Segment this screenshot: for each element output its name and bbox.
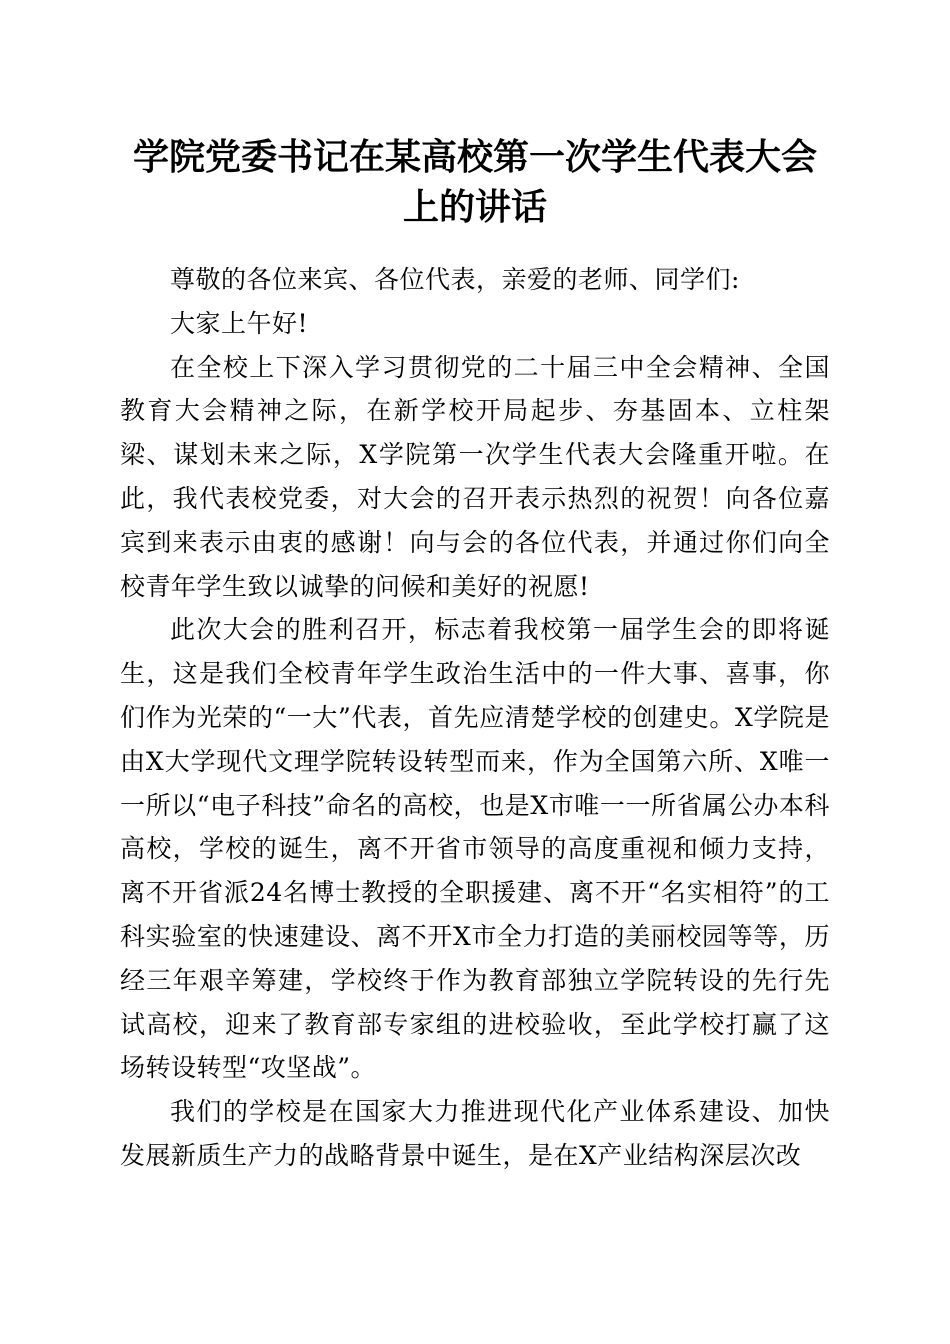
- salutation-paragraph: 大家上午好!: [170, 308, 309, 338]
- greeting-paragraph: 尊敬的各位来宾、各位代表，亲爱的老师、同学们:: [170, 265, 740, 294]
- body-paragraph: 我们的学校是在国家大力推进现代化产业体系建设、加快发展新质生产力的战略背景中诞生，是在X产业结构深层次改: [120, 1097, 830, 1170]
- document-title: 学院党委书记在某高校第一次学生代表大会上的讲话: [132, 136, 817, 228]
- document-body: [120, 258, 830, 1178]
- document-page: [120, 132, 830, 1178]
- body-paragraph: 此次大会的胜利召开，标志着我校第一届学生会的即将诞生，这是我们全校青年学生政治生活中的一件大事、喜事，你们作为光荣的“一大”代表，首先应清楚学校的创建史。X学院是由X大学现代文理学院转设转型而来，作为全国第六所、X唯一一所以“电子科技”命名的高校，也是X市唯一一所省属公办本科高校，学校的诞生，离不开省市领导的高度重视和倾力支持，离不开省派24名博士教授的全职援建、离不开“名实相符”的工科实验室的快速建设、离不开X市全力打造的美丽校园等等，历经三年艰辛筹建，学校终于作为教育部独立学院转设的先行先试高校，迎来了教育部专家组的进校验收，至此学校打赢了这场转设转型“攻坚战”。: [120, 615, 830, 1083]
- body-paragraph: 在全校上下深入学习贯彻党的二十届三中全会精神、全国教育大会精神之际，在新学校开局起步、夯基固本、立柱架梁、谋划未来之际，X学院第一次学生代表大会隆重开啦。在此，我代表校党委，对大会的召开表示热烈的祝贺！向各位嘉宾到来表示由衷的感谢！向与会的各位代表，并通过你们向全校青年学生致以诚挚的问候和美好的祝愿!: [120, 352, 830, 601]
